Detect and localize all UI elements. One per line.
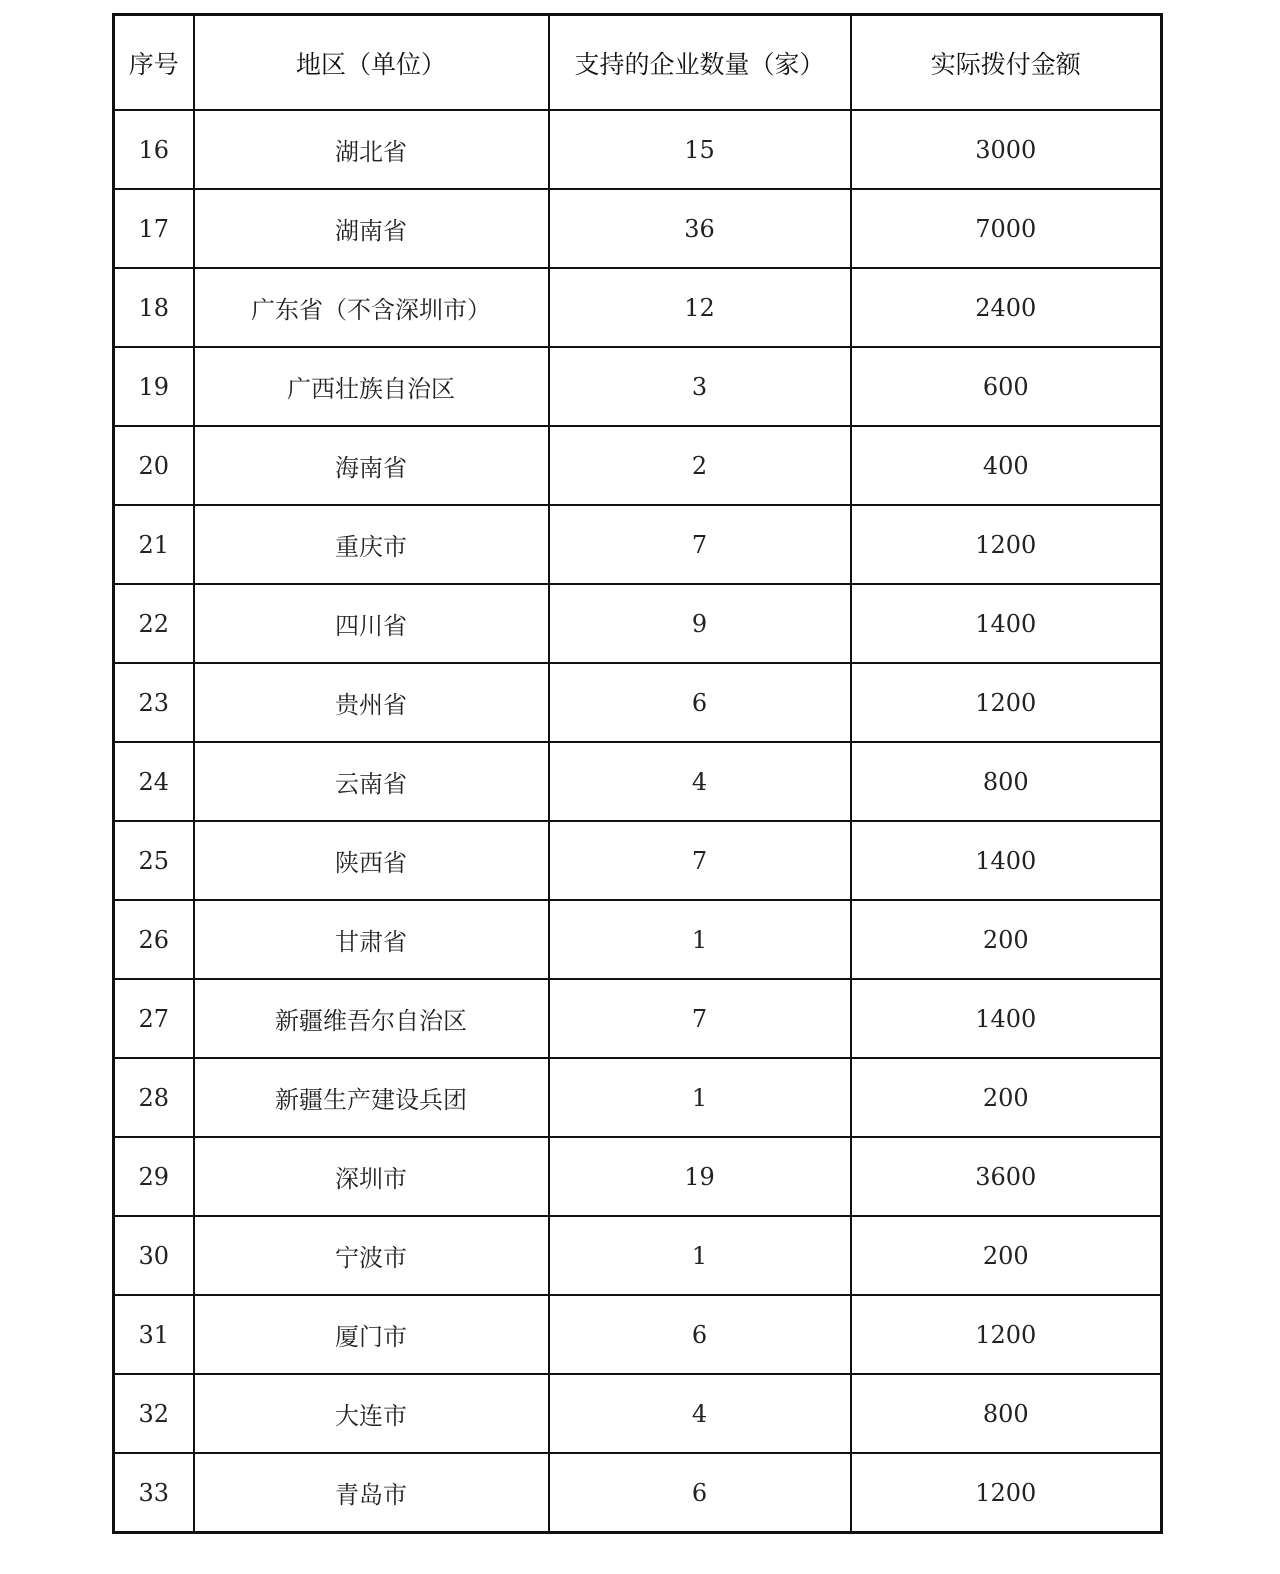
cell-company-count: 7 [549, 979, 851, 1058]
cell-amount: 800 [851, 1374, 1162, 1453]
cell-amount: 1400 [851, 821, 1162, 900]
cell-region: 广西壮族自治区 [194, 347, 549, 426]
header-amount: 实际拨付金额 [851, 15, 1162, 111]
cell-amount: 3000 [851, 110, 1162, 189]
table-row [114, 110, 1162, 189]
table-row [114, 1295, 1162, 1374]
cell-company-count: 4 [549, 742, 851, 821]
cell-amount: 200 [851, 900, 1162, 979]
cell-index: 16 [114, 110, 194, 189]
cell-amount: 3600 [851, 1137, 1162, 1216]
cell-company-count: 6 [549, 1453, 851, 1533]
cell-company-count: 7 [549, 821, 851, 900]
table-row [114, 505, 1162, 584]
cell-region: 大连市 [194, 1374, 549, 1453]
cell-amount: 1200 [851, 505, 1162, 584]
cell-region: 重庆市 [194, 505, 549, 584]
cell-region: 青岛市 [194, 1453, 549, 1533]
cell-index: 28 [114, 1058, 194, 1137]
cell-company-count: 36 [549, 189, 851, 268]
cell-region: 贵州省 [194, 663, 549, 742]
cell-index: 32 [114, 1374, 194, 1453]
cell-amount: 1400 [851, 979, 1162, 1058]
cell-index: 17 [114, 189, 194, 268]
header-region: 地区（单位） [194, 15, 549, 111]
cell-index: 22 [114, 584, 194, 663]
table-row [114, 1216, 1162, 1295]
cell-region: 云南省 [194, 742, 549, 821]
table-body [114, 110, 1162, 1533]
table-row [114, 900, 1162, 979]
cell-region: 甘肃省 [194, 900, 549, 979]
table-row [114, 1137, 1162, 1216]
cell-amount: 400 [851, 426, 1162, 505]
cell-company-count: 1 [549, 1058, 851, 1137]
table-row [114, 1374, 1162, 1453]
cell-amount: 1200 [851, 663, 1162, 742]
cell-index: 27 [114, 979, 194, 1058]
header-row [114, 15, 1162, 111]
cell-company-count: 1 [549, 900, 851, 979]
cell-index: 31 [114, 1295, 194, 1374]
header-index: 序号 [114, 15, 194, 111]
table-row [114, 1453, 1162, 1533]
cell-company-count: 1 [549, 1216, 851, 1295]
cell-company-count: 2 [549, 426, 851, 505]
cell-region: 湖北省 [194, 110, 549, 189]
cell-company-count: 3 [549, 347, 851, 426]
cell-company-count: 12 [549, 268, 851, 347]
table-row [114, 584, 1162, 663]
cell-region: 新疆生产建设兵团 [194, 1058, 549, 1137]
cell-region: 湖南省 [194, 189, 549, 268]
cell-company-count: 19 [549, 1137, 851, 1216]
table-row [114, 268, 1162, 347]
cell-region: 广东省（不含深圳市） [194, 268, 549, 347]
cell-region: 宁波市 [194, 1216, 549, 1295]
allocation-table [112, 13, 1163, 1534]
cell-index: 26 [114, 900, 194, 979]
cell-amount: 1200 [851, 1295, 1162, 1374]
cell-company-count: 6 [549, 663, 851, 742]
cell-region: 厦门市 [194, 1295, 549, 1374]
cell-region: 海南省 [194, 426, 549, 505]
cell-index: 20 [114, 426, 194, 505]
cell-company-count: 4 [549, 1374, 851, 1453]
cell-region: 陕西省 [194, 821, 549, 900]
cell-index: 23 [114, 663, 194, 742]
table-header [114, 15, 1162, 111]
cell-amount: 1400 [851, 584, 1162, 663]
cell-index: 24 [114, 742, 194, 821]
table-row [114, 979, 1162, 1058]
cell-amount: 2400 [851, 268, 1162, 347]
cell-amount: 7000 [851, 189, 1162, 268]
cell-index: 29 [114, 1137, 194, 1216]
cell-company-count: 9 [549, 584, 851, 663]
cell-amount: 200 [851, 1216, 1162, 1295]
cell-index: 30 [114, 1216, 194, 1295]
cell-region: 新疆维吾尔自治区 [194, 979, 549, 1058]
cell-amount: 800 [851, 742, 1162, 821]
cell-region: 四川省 [194, 584, 549, 663]
table-row [114, 426, 1162, 505]
cell-index: 33 [114, 1453, 194, 1533]
cell-index: 21 [114, 505, 194, 584]
cell-company-count: 7 [549, 505, 851, 584]
cell-company-count: 15 [549, 110, 851, 189]
cell-index: 19 [114, 347, 194, 426]
header-company-count: 支持的企业数量（家） [549, 15, 851, 111]
table-row [114, 347, 1162, 426]
cell-region: 深圳市 [194, 1137, 549, 1216]
table-row [114, 742, 1162, 821]
cell-amount: 1200 [851, 1453, 1162, 1533]
cell-amount: 600 [851, 347, 1162, 426]
cell-company-count: 6 [549, 1295, 851, 1374]
cell-index: 25 [114, 821, 194, 900]
table-row [114, 663, 1162, 742]
cell-index: 18 [114, 268, 194, 347]
cell-amount: 200 [851, 1058, 1162, 1137]
table-row [114, 189, 1162, 268]
table-row [114, 821, 1162, 900]
table-row [114, 1058, 1162, 1137]
